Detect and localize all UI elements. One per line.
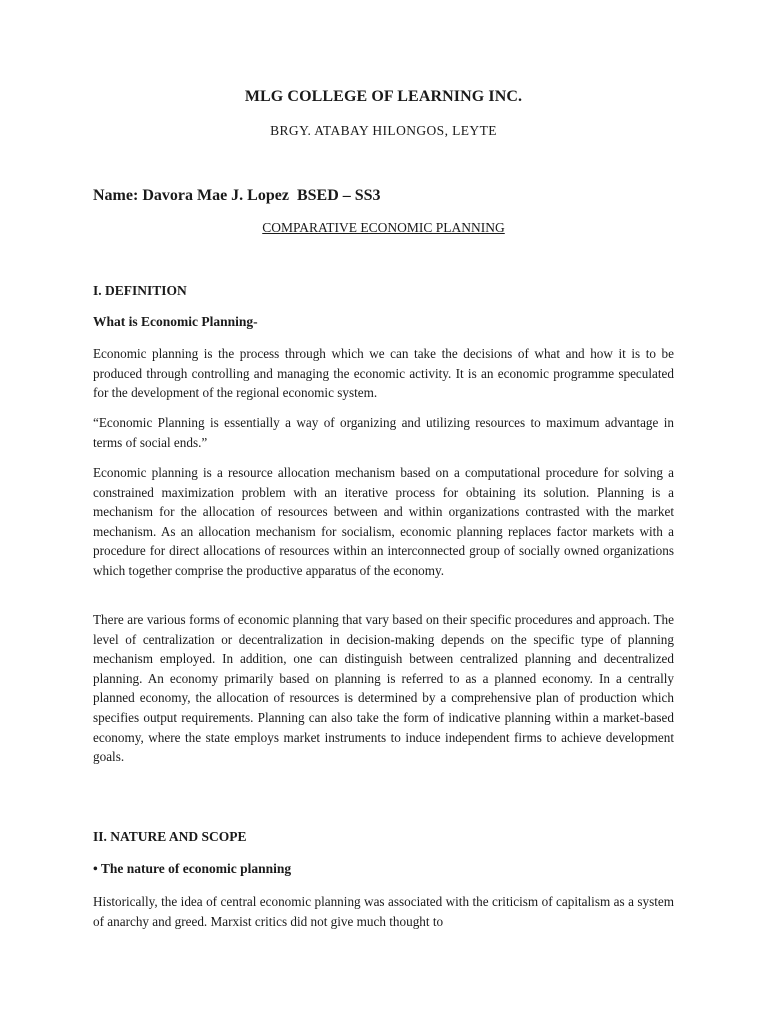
- school-address: BRGY. ATABAY HILONGOS, LEYTE: [270, 123, 497, 138]
- definition-paragraph-2: “Economic Planning is essentially a way of organizing and utilizing resources to maximum advantage in terms of social ends.”: [93, 415, 674, 450]
- school-name: MLG COLLEGE OF LEARNING INC.: [244, 88, 523, 105]
- definition-paragraph-4: There are various forms of economic planning that vary based on their specific procedures and approach. The level of centralization or decentralization in decision-making depends on the specific type of planning mechanism employed. In addition, one can distinguish between centralized planning and decentralized planning. An economy primarily based on planning is referred to as a planned economy. In a centrally planned economy, the allocation of resources is determined by a comprehensive plan of production which specifies output requirements. Planning can also take the form of indicative planning within a market-based economy, where the state employs market instruments to induce independent firms to achieve development goals.: [93, 612, 674, 765]
- section-nature-heading: II. NATURE AND SCOPE: [93, 829, 247, 844]
- definition-paragraph-1: Economic planning is the process through which we can take the decisions of what and how it is to be produced through controlling and managing the economic activity. It is an economic programme speculated for the development of the regional economic system.: [93, 346, 674, 401]
- student-name-line: Name: Davora Mae J. Lopez BSED – SS3: [93, 187, 381, 204]
- document-title: COMPARATIVE ECONOMIC PLANNING: [262, 220, 505, 235]
- section-definition-subheading: What is Economic Planning-: [93, 314, 258, 329]
- definition-paragraph-3: Economic planning is a resource allocation mechanism based on a computational procedure for solving a constrained maximization problem with an iterative process for obtaining its solution. Planning is a mechanism for the allocation of resources between and within organizations contrasted with the market mechanism. As an allocation mechanism for socialism, economic planning replaces factor markets with a procedure for direct allocations of resources within an interconnected group of socially owned organizations which together comprise the productive apparatus of the economy.: [93, 465, 674, 578]
- section-definition-heading: I. DEFINITION: [93, 283, 187, 298]
- document-page: [93, 0, 674, 1024]
- nature-paragraph-1: Historically, the idea of central economic planning was associated with the criticism of capitalism as a system of anarchy and greed. Marxist critics did not give much thought to: [93, 894, 674, 929]
- section-nature-subheading: • The nature of economic planning: [93, 861, 292, 876]
